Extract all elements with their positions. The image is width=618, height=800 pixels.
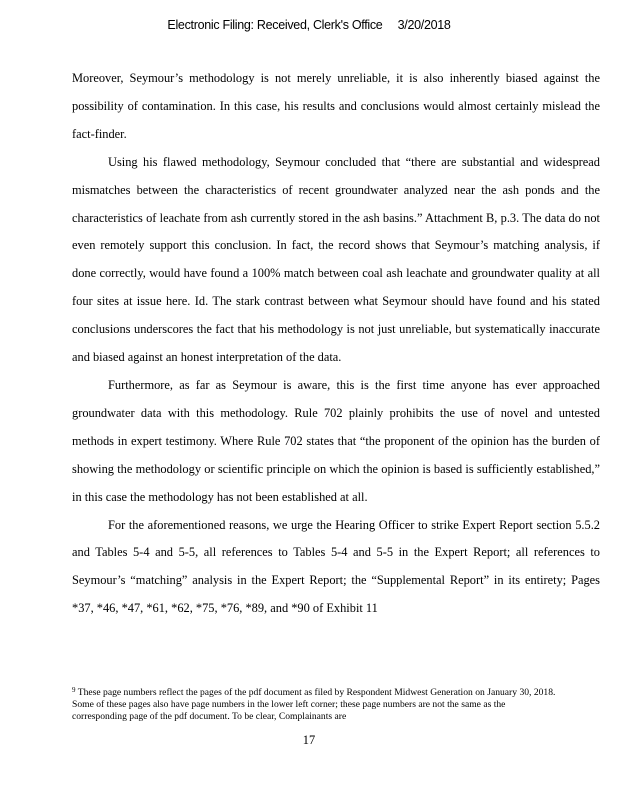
filing-date: 3/20/2018	[397, 18, 451, 32]
page-number: 17	[302, 733, 316, 747]
paragraph-novel-method: Furthermore, as far as Seymour is aware, this is the first time anyone has ever approached groundwater data with this methodology. Rule 702 plainly prohibits the use of novel and untested methods in expert testimony. Where Rule 702 states that “the proponent of the opinion has the burden of showing the methodology or scientific principle on which the opinion is based is sufficiently established,” in this case the methodology has not been established at all.	[72, 377, 600, 504]
footnote-marker: 9	[72, 686, 76, 694]
filing-header	[0, 18, 618, 32]
paragraph-bias: Moreover, Seymour’s methodology is not merely unreliable, it is also inherently biased against the possibility of contamination. In this case, his results and conclusions would almost certainly mislead the fact-finder.	[72, 71, 600, 141]
paragraph-conclusion: For the aforementioned reasons, we urge the Hearing Officer to strike Expert Report section 5.5.2 and Tables 5-4 and 5-5, all references to Tables 5-4 and 5-5 in the Expert Report; all references to Seymour’s “matching” analysis in the Expert Report; the “Supplemental Report” in its entirety; Pages *37, *46, *47, *61, *62, *75, *76, *89, and *90 of Exhibit 11	[72, 517, 600, 616]
footnote-text: These page numbers reflect the pages of the pdf document as filed by Respondent Midwest Generation on January 30, 2018. Some of these pages also have page numbers in the lower left corner; these page numbers are not the same as the corresponding page of the pdf document. To be clear, Complainants are	[72, 687, 556, 722]
filing-label: Electronic Filing: Received, Clerk's Office	[167, 18, 383, 32]
footnote-divider	[72, 678, 222, 679]
paragraph-flawed-methodology: Using his flawed methodology, Seymour concluded that “there are substantial and widespread mismatches between the characteristics of recent groundwater analyzed near the ash ponds and the characteristics of leachate from ash currently stored in the ash basins.” Attachment B, p.3. The data do not even remotely support this conclusion. In fact, the record shows that Seymour’s matching analysis, if done correctly, would have found a 100% match between coal ash leachate and groundwater quality at all four sites at issue here. Id. The stark contrast between what Seymour should have found and his stated conclusions underscores the fact that his methodology is not just unreliable, but systematically inaccurate and biased against an honest interpretation of the data.	[72, 154, 600, 365]
footnote	[72, 684, 562, 723]
body-text	[72, 65, 600, 623]
